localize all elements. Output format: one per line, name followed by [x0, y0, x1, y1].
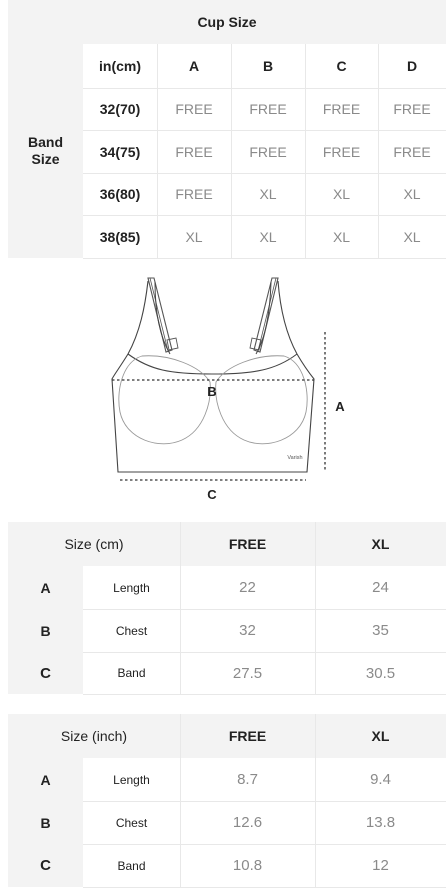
right-cup: [216, 356, 307, 444]
divider: [83, 130, 446, 131]
table-cell: 30.5: [365, 664, 396, 682]
measure-name: Length: [113, 580, 150, 595]
table-cell: 24: [372, 579, 389, 596]
table-cell: XL: [259, 186, 277, 202]
cup-header: C: [336, 58, 347, 74]
table-cell: FREE: [249, 143, 287, 160]
table-cell: XL: [403, 228, 421, 245]
measure-key: A: [8, 758, 83, 801]
table-cell: FREE: [175, 143, 213, 160]
table-title: Size (cm): [8, 522, 180, 566]
measure-key: C: [8, 844, 83, 887]
table-cell: 35: [372, 622, 389, 639]
table-cell: 32: [239, 622, 256, 639]
measure-name: Chest: [115, 815, 148, 830]
size-header: XL: [315, 522, 446, 566]
band-size-label: Band Size: [8, 44, 83, 258]
cup-header: A: [188, 58, 200, 74]
divider: [83, 173, 446, 174]
divider: [83, 88, 446, 89]
measure-key: B: [8, 609, 83, 652]
diagram-label-a: A: [335, 399, 345, 414]
divider: [83, 801, 446, 802]
brand-label: Varish: [287, 455, 303, 461]
measure-name: Band: [117, 666, 146, 680]
table-cell: 12.6: [232, 814, 263, 831]
size-header: XL: [315, 714, 446, 758]
size-header: FREE: [180, 714, 315, 758]
left-cup: [119, 356, 210, 444]
table-cell: XL: [403, 186, 421, 202]
divider: [83, 609, 446, 610]
band-size-cell: 36(80): [99, 186, 141, 202]
cup-header: B: [262, 58, 274, 74]
table-cell: 13.8: [365, 814, 396, 831]
table-cell: XL: [332, 186, 351, 202]
table-cell: FREE: [322, 143, 361, 160]
divider: [83, 215, 446, 216]
measure-name: Chest: [115, 623, 148, 638]
measure-key: A: [8, 566, 83, 609]
divider: [315, 714, 316, 887]
divider: [180, 714, 181, 887]
size-header: FREE: [180, 522, 315, 566]
table-cell: 9.4: [370, 771, 391, 788]
left-strap: [148, 278, 172, 352]
cup-header: D: [406, 58, 418, 74]
divider: [83, 887, 446, 888]
measure-key: C: [8, 652, 83, 694]
divider: [83, 258, 446, 259]
table-cell: FREE: [322, 101, 361, 117]
divider: [83, 844, 446, 845]
divider: [83, 652, 446, 653]
diagram-label-b: B: [207, 384, 217, 399]
table-cell: 12: [372, 857, 389, 874]
table-cell: XL: [332, 228, 351, 245]
diagram-label-c: C: [207, 487, 217, 502]
right-strap: [254, 278, 278, 352]
table-cell: FREE: [175, 101, 213, 117]
divider: [180, 522, 181, 694]
bra-measurement-diagram: [0, 262, 446, 512]
table-cell: FREE: [175, 186, 213, 202]
measure-name: Band: [117, 858, 146, 873]
divider: [305, 44, 306, 258]
table-cell: FREE: [393, 143, 431, 160]
table-cell: 8.7: [237, 771, 258, 788]
table-cell: FREE: [249, 101, 287, 117]
divider: [157, 44, 158, 258]
band-size-cell: 32(70): [99, 101, 141, 117]
table-cell: XL: [259, 228, 277, 245]
table-cell: FREE: [393, 101, 431, 117]
garment-outline: [112, 281, 314, 472]
cup-size-title: Cup Size: [8, 0, 446, 44]
divider: [231, 44, 232, 258]
measure-key: B: [8, 801, 83, 844]
table-cell: XL: [185, 228, 203, 245]
table-cell: 27.5: [232, 664, 263, 682]
unit-header: in(cm): [99, 58, 141, 74]
measure-name: Length: [113, 772, 150, 787]
band-size-cell: 38(85): [99, 228, 141, 245]
divider: [83, 694, 446, 695]
table-cell: 10.8: [232, 857, 263, 874]
divider: [378, 44, 379, 258]
table-cell: 22: [239, 579, 256, 596]
table-title: Size (inch): [8, 714, 180, 758]
band-size-cell: 34(75): [99, 143, 141, 160]
divider: [315, 522, 316, 694]
